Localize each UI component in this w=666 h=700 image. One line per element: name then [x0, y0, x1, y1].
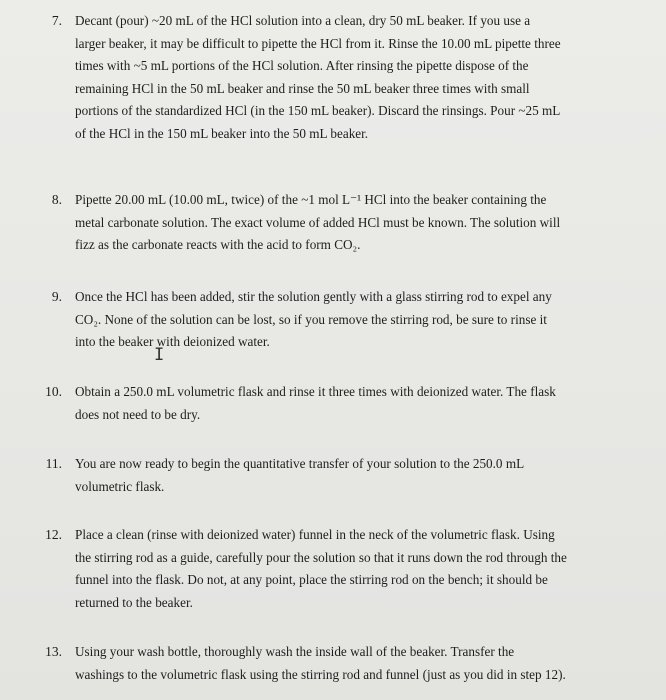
text-line: CO₂. None of the solution can be lost, so if you remove the stirring rod, be sure to rinse it: [75, 311, 547, 327]
step-number: 7.: [51, 13, 62, 28]
text-line: volumetric flask.: [75, 478, 165, 494]
text-line: washings to the volumetric flask using the stirring rod and funnel (just as you did in step 12).: [75, 666, 566, 682]
text-line: does not need to be dry.: [75, 406, 201, 422]
text-line: Place a clean (rinse with deionized water) funnel in the neck of the volumetric flask. Using: [75, 527, 555, 542]
text-line: times with ~5 mL portions of the HCl solution. After rinsing the pipette dispose of the: [75, 58, 529, 73]
text-line: the stirring rod as a guide, carefully pour the solution so that it runs down the rod through the: [75, 549, 567, 565]
text-line: metal carbonate solution. The exact volume of added HCl must be known. The solution will: [75, 214, 561, 230]
text-line: You are now ready to begin the quantitative transfer of your solution to the 250.0 mL: [75, 456, 525, 471]
text-line: Obtain a 250.0 mL volumetric flask and rinse it three times with deionized water. The flask: [75, 384, 556, 399]
text-line: remaining HCl in the 50 mL beaker and rinse the 50 mL beaker three times with small: [75, 80, 530, 96]
text-line: Decant (pour) ~20 mL of the HCl solution into a clean, dry 50 mL beaker. If you use a: [75, 13, 531, 28]
step-number: 11.: [45, 456, 62, 471]
step-number: 8.: [51, 192, 62, 207]
step-number: 9.: [51, 289, 62, 304]
step-text: [75, 641, 585, 686]
step-number: 10.: [45, 384, 62, 399]
step-number: 13.: [45, 644, 62, 659]
text-line: Using your wash bottle, thoroughly wash the inside wall of the beaker. Transfer the: [75, 644, 515, 659]
step-text: [75, 524, 585, 614]
text-line: of the HCl in the 150 mL beaker into the 50 mL beaker.: [75, 125, 369, 141]
text-line: larger beaker, it may be difficult to pipette the HCl from it. Rinse the 10.00 mL pipette three: [75, 35, 561, 51]
step-text: [75, 189, 585, 257]
step-text: [75, 381, 585, 426]
text-line: into the beaker with deionized water.: [75, 334, 270, 349]
step-text: [75, 453, 585, 498]
text-cursor-icon: I: [154, 345, 165, 365]
text-line: Once the HCl has been added, stir the solution gently with a glass stirring rod to expel any: [75, 289, 552, 304]
text-line: fizz as the carbonate reacts with the acid to form CO₂.: [75, 237, 361, 252]
step-number: 12.: [45, 527, 62, 542]
text-line: returned to the beaker.: [75, 594, 193, 610]
step-text: [75, 10, 585, 145]
step-text: [75, 286, 585, 354]
text-line: Pipette 20.00 mL (10.00 mL, twice) of the ~1 mol L⁻¹ HCl into the beaker containing the: [75, 192, 547, 207]
text-line: portions of the standardized HCl (in the 150 mL beaker). Discard the rinsings. Pour ~25 mL: [75, 103, 561, 118]
text-line: funnel into the flask. Do not, at any point, place the stirring rod on the bench; it should be: [75, 572, 548, 587]
